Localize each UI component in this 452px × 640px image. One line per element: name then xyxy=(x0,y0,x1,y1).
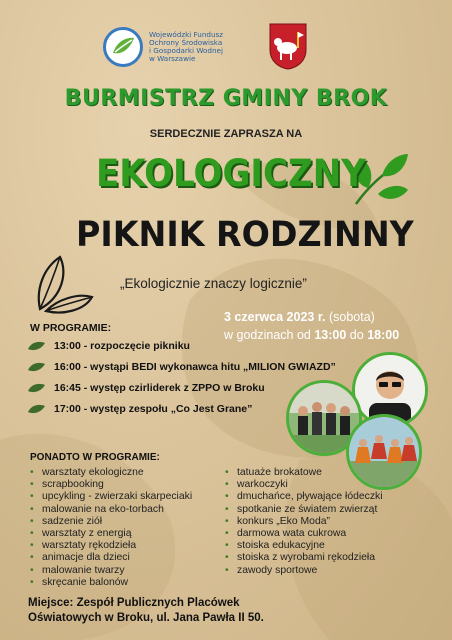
event-day: (sobota) xyxy=(325,310,375,324)
event-time-to: 18:00 xyxy=(367,328,400,342)
programme-item-text: 13:00 - rozpoczęcie pikniku xyxy=(54,340,190,352)
fund-name-line: w Warszawie xyxy=(149,54,196,64)
programme-heading: W PROGRAMIE: xyxy=(30,322,112,334)
fund-name-line: Ochrony Środowiska xyxy=(149,37,223,47)
programme-item-text: 17:00 - występ zespołu „Co Jest Grane” xyxy=(54,403,253,415)
list-item: • skręcanie balonów xyxy=(30,577,192,589)
list-item: • warsztaty ekologiczne xyxy=(30,467,192,479)
outline-leaves-icon xyxy=(32,253,96,315)
list-item: • darmowa wata cukrowa xyxy=(225,528,383,540)
list-item: • upcykling - zwierzaki skarpeciaki xyxy=(30,491,192,503)
event-time-mid: do xyxy=(346,328,368,342)
programme-item xyxy=(28,403,252,415)
place-line1: Miejsce: Zespół Publicznych Placówek xyxy=(28,597,240,609)
list-item: • zawody sportowe xyxy=(225,565,383,577)
event-time-prefix: w godzinach od xyxy=(224,328,315,342)
list-item: • animacje dla dzieci xyxy=(30,552,192,564)
leaf-bullet-icon xyxy=(28,383,45,393)
programme-item xyxy=(28,361,336,373)
list-item: • stoiska z wyrobami rękodzieła xyxy=(225,552,383,564)
list-item: • malowanie twarzy xyxy=(30,565,192,577)
event-date xyxy=(224,310,375,324)
event-date-value: 3 czerwca 2023 r. xyxy=(224,310,326,324)
programme-item xyxy=(28,382,265,394)
list-item: • malowanie na eko-torbach xyxy=(30,504,192,516)
extras-list-left xyxy=(30,467,192,589)
programme-item-text: 16:45 - występ czirliderek z ZPPO w Broku xyxy=(54,382,265,394)
list-item: • warkoczyki xyxy=(225,479,383,491)
programme-item xyxy=(28,340,190,352)
invite-text: SERDECZNIE ZAPRASZA NA xyxy=(149,128,303,140)
event-time xyxy=(224,328,399,342)
list-item: • spotkanie ze światem zwierząt xyxy=(225,504,383,516)
list-item: • konkurs „Eko Moda” xyxy=(225,516,383,528)
programme-item-text: 16:00 - wystąpi BEDI wykonawca hitu „MILION GWIAZD” xyxy=(54,361,336,373)
event-title-line1: EKOLOGICZNY xyxy=(96,152,366,195)
extras-list-right xyxy=(225,467,383,577)
list-item: • warsztaty z energią xyxy=(30,528,192,540)
fund-name-line: i Gospodarki Wodnej xyxy=(149,46,223,55)
event-title-line2: PIKNIK RODZINNY xyxy=(76,215,414,255)
organizer-heading: BURMISTRZ GMINY BROK xyxy=(64,86,388,111)
event-motto: „Ekologicznie znaczy logicznie” xyxy=(120,276,307,291)
list-item: • stoiska edukacyjne xyxy=(225,540,383,552)
event-time-from: 13:00 xyxy=(314,328,347,342)
leaf-bullet-icon xyxy=(28,362,45,372)
fund-name-line: Wojewódzki Fundusz xyxy=(149,29,224,39)
list-item: • scrapbooking xyxy=(30,479,192,491)
brok-coat-of-arms-icon xyxy=(268,22,308,70)
leaf-bullet-icon xyxy=(28,404,45,414)
fund-logo-emblem xyxy=(103,27,143,67)
place-line2: Oświatowych w Broku, ul. Jana Pawła II 50. xyxy=(28,612,264,624)
list-item: • sadzenie ziół xyxy=(30,516,192,528)
fund-logo xyxy=(103,24,263,70)
list-item: • dmuchańce, pływające łódeczki xyxy=(225,491,383,503)
extras-heading: PONADTO W PROGRAMIE: xyxy=(30,452,160,463)
leaf-bullet-icon xyxy=(28,341,45,351)
list-item: • tatuaże brokatowe xyxy=(225,467,383,479)
list-item: • warsztaty rękodzieła xyxy=(30,540,192,552)
fund-name xyxy=(149,31,223,64)
